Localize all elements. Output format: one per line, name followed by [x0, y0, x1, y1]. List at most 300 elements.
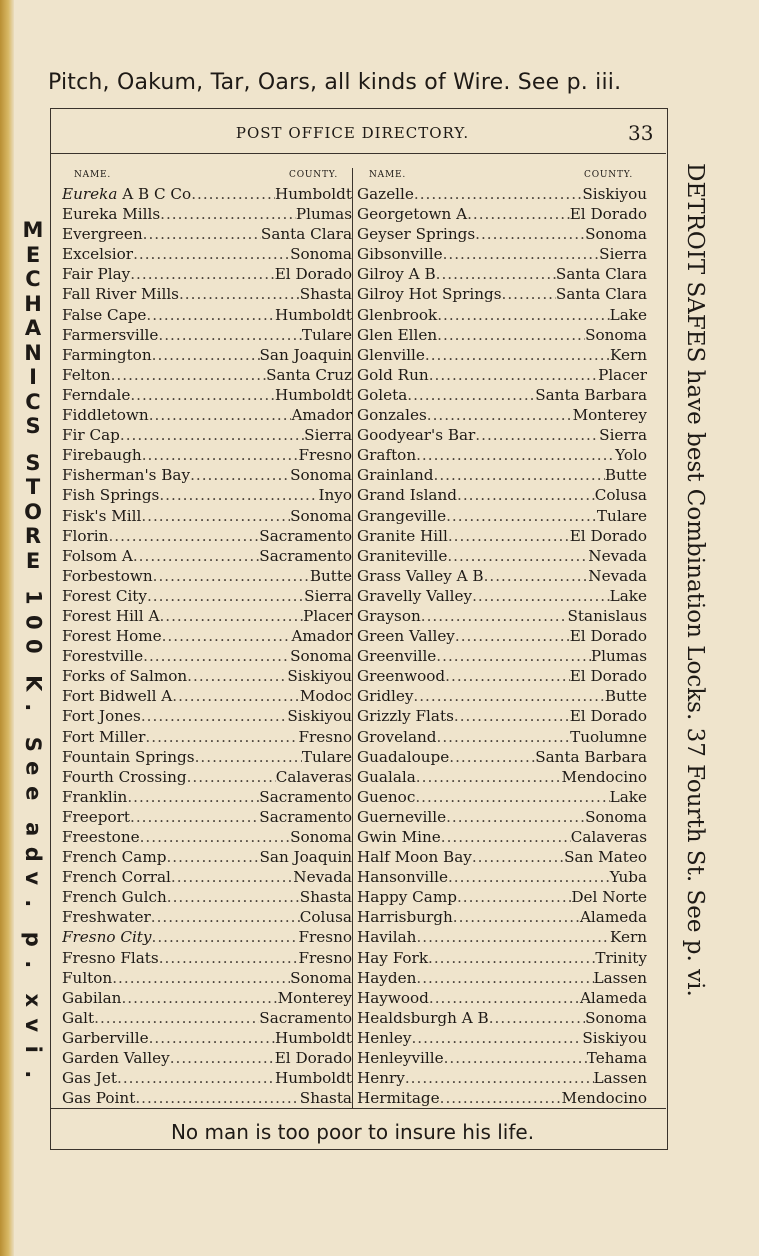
post-office-name: Florin: [62, 526, 109, 545]
left-column-header: [62, 170, 352, 184]
dot-leader: [440, 1088, 562, 1108]
post-office-name: Freeport: [62, 807, 131, 826]
county-name: Colusa: [594, 486, 647, 505]
post-office-name: Goleta: [357, 385, 408, 404]
dot-leader: [151, 907, 300, 927]
county-name: Butte: [604, 687, 647, 706]
directory-entry: [62, 948, 352, 968]
post-office-name: Grass Valley A B: [357, 566, 484, 585]
directory-entry: [62, 546, 352, 566]
post-office-name: Grayson: [357, 606, 421, 625]
county-name: Butte: [604, 466, 647, 485]
dot-leader: [159, 948, 299, 968]
directory-entry: [357, 706, 647, 726]
left-margin-advertisement: [22, 218, 44, 1098]
directory-entry: [62, 747, 352, 767]
dot-leader: [145, 727, 298, 747]
dot-leader: [158, 325, 302, 345]
dot-leader: [446, 506, 597, 526]
directory-entry: [62, 646, 352, 666]
county-name: Humboldt: [275, 185, 352, 203]
post-office-name: Fort Bidwell A: [62, 687, 173, 706]
county-name: Inyo: [318, 486, 352, 505]
county-name: San Joaquin: [259, 848, 352, 867]
directory-entry: [357, 646, 647, 666]
county-name: Sacramento: [259, 807, 352, 826]
post-office-name: Fulton: [62, 968, 113, 987]
directory-entry: [357, 1048, 647, 1068]
directory-entry: [357, 244, 647, 264]
right-entry-list: [357, 184, 647, 1108]
county-name: Santa Cruz: [266, 365, 352, 384]
dot-leader: [171, 867, 293, 887]
top-advertisement: Pitch, Oakum, Tar, Oars, all kinds of Wire. See p. iii.: [48, 70, 622, 95]
county-name: Colusa: [299, 908, 352, 927]
post-office-name: Freshwater: [62, 908, 151, 927]
post-office-name: Fair Play: [62, 265, 131, 284]
dot-leader: [437, 325, 585, 345]
post-office-name: Healdsburgh A B: [357, 1008, 489, 1027]
post-office-name: Grand Island: [357, 486, 457, 505]
dot-leader: [407, 385, 535, 405]
dot-leader: [434, 465, 605, 485]
county-name: Calaveras: [570, 828, 647, 846]
left-ad-word: S e e: [21, 736, 46, 800]
post-office-name: Gas Jet: [62, 1069, 117, 1088]
directory-entry: [357, 968, 647, 988]
post-office-name: Galt: [62, 1008, 95, 1027]
post-office-name: Granite Hill: [357, 526, 448, 545]
directory-entry: [357, 847, 647, 867]
post-office-name: Gilroy A B: [357, 265, 436, 284]
county-name: Tulare: [596, 506, 647, 525]
dot-leader: [179, 284, 300, 304]
directory-entry: [357, 727, 647, 747]
county-name: Modoc: [299, 687, 352, 706]
directory-entry: [357, 566, 647, 586]
directory-entry: [62, 827, 352, 847]
directory-entry: [357, 405, 647, 425]
dot-leader: [425, 345, 610, 365]
dot-leader: [195, 747, 302, 767]
dot-leader: [489, 1008, 585, 1028]
dot-leader: [444, 1048, 587, 1068]
right-margin-advertisement: [678, 163, 710, 1083]
post-office-name: Freestone: [62, 828, 140, 846]
county-name: El Dorado: [569, 667, 647, 686]
name-label: NAME.: [74, 170, 112, 180]
county-name: Tuolumne: [570, 727, 647, 746]
post-office-name: Garberville: [62, 1028, 149, 1047]
directory-entry: [62, 807, 352, 827]
left-ad-word: S T O R E: [24, 450, 42, 573]
dot-leader: [437, 727, 571, 747]
county-name: Yuba: [609, 868, 647, 887]
post-office-name: Happy Camp: [357, 888, 457, 907]
dot-leader: [94, 1008, 259, 1028]
left-ad-word: 1 0 0: [21, 589, 46, 654]
post-office-name: Farmersville: [62, 325, 159, 344]
directory-entry: [357, 485, 647, 505]
dot-leader: [416, 968, 593, 988]
post-office-name: Fort Miller: [62, 727, 146, 746]
dot-leader: [111, 365, 267, 385]
dot-leader: [133, 546, 259, 566]
post-office-name: Guenoc: [357, 787, 416, 806]
column-divider: [352, 168, 353, 1108]
county-name: Sonoma: [290, 647, 352, 666]
dot-leader: [117, 1068, 275, 1088]
directory-entry: [62, 526, 352, 546]
county-name: Amador: [291, 627, 352, 646]
county-label: COUNTY.: [289, 170, 338, 180]
left-ad-word: p .: [21, 931, 46, 968]
dot-leader: [112, 968, 290, 988]
left-ad-word: x v i .: [21, 993, 46, 1078]
post-office-name: Harrisburgh: [357, 908, 453, 927]
directory-entry: [62, 184, 352, 204]
county-name: Sierra: [599, 426, 647, 445]
left-ad-word: a d v .: [21, 822, 46, 907]
dot-leader: [135, 1088, 299, 1108]
directory-entry: [62, 385, 352, 405]
dot-leader: [472, 586, 610, 606]
county-name: Nevada: [293, 868, 352, 887]
post-office-name: Fisherman's Bay: [62, 466, 191, 485]
dot-leader: [429, 365, 598, 385]
directory-entry: [62, 666, 352, 686]
county-name: Sonoma: [585, 1008, 647, 1027]
directory-entry: [62, 425, 352, 445]
county-name: El Dorado: [274, 1049, 352, 1068]
county-name: Alameda: [579, 988, 647, 1007]
post-office-name: Fall River Mills: [62, 285, 179, 304]
county-name: El Dorado: [569, 526, 647, 545]
directory-entry: [357, 546, 647, 566]
county-name: Sonoma: [290, 828, 352, 846]
post-office-name: False Cape: [62, 305, 147, 324]
post-office-name: Henry: [357, 1069, 405, 1088]
post-office-name: Gold Run: [357, 365, 429, 384]
post-office-name: Gualala: [357, 767, 416, 786]
post-office-name: Graniteville: [357, 546, 448, 565]
post-office-name: Henley: [357, 1028, 412, 1047]
post-office-name: Glenville: [357, 345, 425, 364]
county-name: Monterey: [277, 988, 352, 1007]
post-office-name: Forest Home: [62, 627, 162, 646]
county-name: Yolo: [615, 446, 647, 465]
dot-leader: [457, 485, 595, 505]
county-name: Monterey: [572, 406, 647, 425]
post-office-name: Glen Ellen: [357, 325, 438, 344]
county-name: El Dorado: [569, 627, 647, 646]
directory-entry: [357, 626, 647, 646]
directory-entry: [357, 907, 647, 927]
post-office-name: Grainland: [357, 466, 434, 485]
county-name: Santa Clara: [555, 265, 647, 284]
county-name: San Joaquin: [259, 345, 352, 364]
dot-leader: [436, 264, 556, 284]
directory-entry: [357, 686, 647, 706]
dot-leader: [416, 767, 562, 787]
dot-leader: [146, 305, 275, 325]
directory-entry: [62, 224, 352, 244]
county-name: Calaveras: [275, 767, 352, 786]
dot-leader: [130, 264, 275, 284]
county-name: Trinity: [595, 948, 647, 967]
county-name: Placer: [598, 365, 647, 384]
post-office-name: Grangeville: [357, 506, 447, 525]
dot-leader: [484, 566, 589, 586]
county-name: Shasta: [299, 1089, 352, 1108]
dot-leader: [143, 224, 261, 244]
dot-leader: [172, 686, 300, 706]
county-name: El Dorado: [569, 205, 647, 224]
page-number: 33: [628, 121, 654, 145]
name-label: NAME.: [369, 170, 407, 180]
directory-entry: [62, 847, 352, 867]
post-office-name: Geyser Springs: [357, 225, 476, 244]
post-office-name: Forbestown: [62, 566, 153, 585]
directory-entry: [357, 927, 647, 947]
county-name: Sacramento: [259, 1008, 352, 1027]
dot-leader: [166, 847, 259, 867]
county-name: Kern: [610, 345, 647, 364]
directory-entry: [357, 1088, 647, 1108]
directory-entry: [62, 606, 352, 626]
county-name: Butte: [309, 566, 352, 585]
dot-leader: [153, 566, 310, 586]
bottom-advertisement: No man is too poor to insure his life.: [170, 1120, 535, 1144]
dot-leader: [475, 425, 599, 445]
county-name: Siskiyou: [287, 707, 352, 726]
dot-leader: [191, 184, 275, 204]
directory-entry: [62, 264, 352, 284]
county-name: Lassen: [593, 1069, 647, 1088]
directory-entry: [357, 867, 647, 887]
dot-leader: [428, 948, 595, 968]
page-title: POST OFFICE DIRECTORY.: [235, 124, 470, 142]
dot-leader: [152, 927, 299, 947]
post-office-name: Havilah: [357, 928, 417, 947]
county-name: Sonoma: [290, 245, 352, 264]
post-office-name: French Corral: [62, 868, 171, 887]
county-name: Alameda: [579, 908, 647, 927]
dot-leader: [427, 405, 573, 425]
dot-leader: [448, 867, 610, 887]
directory-entry: [62, 1048, 352, 1068]
directory-entry: [357, 586, 647, 606]
dot-leader: [159, 606, 303, 626]
county-name: Fresno: [298, 928, 352, 947]
post-office-name: Greenville: [357, 647, 437, 666]
post-office-name: Fresno City: [62, 928, 152, 947]
directory-entry: [62, 405, 352, 425]
post-office-name: Half Moon Bay: [357, 848, 472, 867]
left-entry-list: [62, 184, 352, 1108]
directory-entry: [357, 948, 647, 968]
post-office-name: Goodyear's Bar: [357, 426, 476, 445]
post-office-name: Fiddletown: [62, 406, 149, 425]
directory-entry: [62, 244, 352, 264]
dot-leader: [415, 787, 609, 807]
county-name: Santa Barbara: [535, 747, 647, 766]
post-office-name: Guadaloupe: [357, 747, 450, 766]
directory-entry: [62, 284, 352, 304]
directory-entry: [357, 204, 647, 224]
dot-leader: [130, 807, 259, 827]
dot-leader: [121, 988, 277, 1008]
post-office-name: Gibsonville: [357, 245, 443, 264]
county-name: Kern: [610, 928, 647, 947]
post-office-name: Firebaugh: [62, 446, 142, 465]
county-name: Humboldt: [275, 1028, 352, 1047]
directory-entry: [357, 787, 647, 807]
dot-leader: [416, 927, 610, 947]
county-name: El Dorado: [569, 707, 647, 726]
directory-entry: [357, 264, 647, 284]
directory-entry: [62, 706, 352, 726]
county-name: Sonoma: [585, 325, 647, 344]
dot-leader: [141, 506, 290, 526]
post-office-name: Fisk's Mill: [62, 506, 142, 525]
county-name: Lassen: [593, 968, 647, 987]
county-name: Stanislaus: [567, 606, 647, 625]
directory-entry: [357, 365, 647, 385]
post-office-name: Georgetown A: [357, 205, 468, 224]
directory-entry: [62, 988, 352, 1008]
county-name: Plumas: [590, 647, 647, 666]
directory-entry: [357, 606, 647, 626]
county-name: Sierra: [304, 426, 352, 445]
directory-entry: [357, 425, 647, 445]
county-name: Tehama: [586, 1049, 647, 1068]
directory-entry: [357, 1028, 647, 1048]
dot-leader: [454, 706, 570, 726]
post-office-name: Felton: [62, 365, 111, 384]
directory-entry: [357, 827, 647, 847]
county-name: San Mateo: [564, 848, 647, 867]
dot-leader: [405, 1068, 594, 1088]
directory-entry: [62, 626, 352, 646]
dot-leader: [160, 204, 296, 224]
directory-entry: [62, 686, 352, 706]
dot-leader: [502, 284, 556, 304]
dot-leader: [416, 445, 615, 465]
county-name: Humboldt: [275, 1069, 352, 1088]
directory-entry: [62, 867, 352, 887]
directory-entry: [357, 325, 647, 345]
post-office-name: Hermitage: [357, 1089, 440, 1108]
post-office-name: Eureka A B C Co: [62, 185, 192, 203]
post-office-name: Evergreen: [62, 225, 143, 244]
county-name: Sonoma: [585, 225, 647, 244]
post-office-name: Haywood: [357, 988, 429, 1007]
directory-entry: [357, 445, 647, 465]
county-name: Plumas: [295, 205, 352, 224]
post-office-name: Gwin Mine: [357, 828, 441, 846]
directory-entry: [62, 1068, 352, 1088]
post-office-name: Hayden: [357, 968, 417, 987]
post-office-name: Grafton: [357, 446, 417, 465]
directory-entry: [62, 1088, 352, 1108]
county-name: Sonoma: [290, 466, 352, 485]
dot-leader: [441, 827, 571, 847]
dot-leader: [162, 626, 292, 646]
directory-entry: [357, 666, 647, 686]
county-name: Amador: [291, 406, 352, 425]
post-office-name: Gravelly Valley: [357, 586, 473, 605]
dot-leader: [429, 988, 580, 1008]
post-office-name: Forest City: [62, 586, 147, 605]
dot-leader: [467, 204, 570, 224]
directory-entry: [357, 224, 647, 244]
county-name: Lake: [609, 787, 647, 806]
post-office-name: Gabilan: [62, 988, 122, 1007]
county-name: Tulare: [301, 747, 352, 766]
right-column-header: [357, 170, 647, 184]
county-name: Mendocino: [561, 767, 647, 786]
left-ad-word: M E C H A N I C S: [22, 218, 44, 438]
directory-entry: [62, 586, 352, 606]
dot-leader: [120, 425, 304, 445]
post-office-name: Ferndale: [62, 385, 131, 404]
right-column: [357, 170, 647, 1108]
directory-entry: [357, 988, 647, 1008]
post-office-name: Henleyville: [357, 1049, 444, 1068]
dot-leader: [421, 606, 568, 626]
dot-leader: [446, 807, 585, 827]
county-label: COUNTY.: [584, 170, 633, 180]
dot-leader: [413, 686, 604, 706]
directory-entry: [62, 204, 352, 224]
county-name: Sacramento: [259, 526, 352, 545]
county-name: Sierra: [599, 245, 647, 264]
directory-entry: [357, 345, 647, 365]
post-office-name: Gazelle: [357, 185, 414, 203]
county-name: Sonoma: [290, 968, 352, 987]
directory-entry: [357, 807, 647, 827]
post-office-name: Groveland: [357, 727, 437, 746]
county-name: Siskiyou: [582, 1028, 647, 1047]
county-name: Humboldt: [275, 305, 352, 324]
directory-entry: [62, 345, 352, 365]
dot-leader: [445, 666, 570, 686]
county-name: Nevada: [588, 546, 647, 565]
directory-entry: [62, 506, 352, 526]
directory-entry: [62, 325, 352, 345]
dot-leader: [190, 465, 290, 485]
county-name: Sacramento: [259, 787, 352, 806]
county-name: Sonoma: [585, 807, 647, 826]
dot-leader: [149, 1028, 275, 1048]
dot-leader: [436, 646, 591, 666]
right-ad-text: DETROIT SAFES have best Combination Locks. 37 Fourth St. See p. vi.: [682, 163, 708, 997]
directory-entry: [62, 445, 352, 465]
post-office-name: Eureka Mills: [62, 205, 161, 224]
county-name: Santa Barbara: [535, 385, 647, 404]
post-office-name: Grizzly Flats: [357, 707, 454, 726]
county-name: Santa Clara: [555, 285, 647, 304]
county-name: Siskiyou: [582, 185, 647, 203]
county-name: Shasta: [299, 888, 352, 907]
post-office-name: Garden Valley: [62, 1049, 170, 1068]
dot-leader: [437, 305, 609, 325]
directory-entry: [62, 1028, 352, 1048]
post-office-name: Farmington: [62, 345, 152, 364]
dot-leader: [448, 526, 570, 546]
post-office-name: Gilroy Hot Springs: [357, 285, 502, 304]
